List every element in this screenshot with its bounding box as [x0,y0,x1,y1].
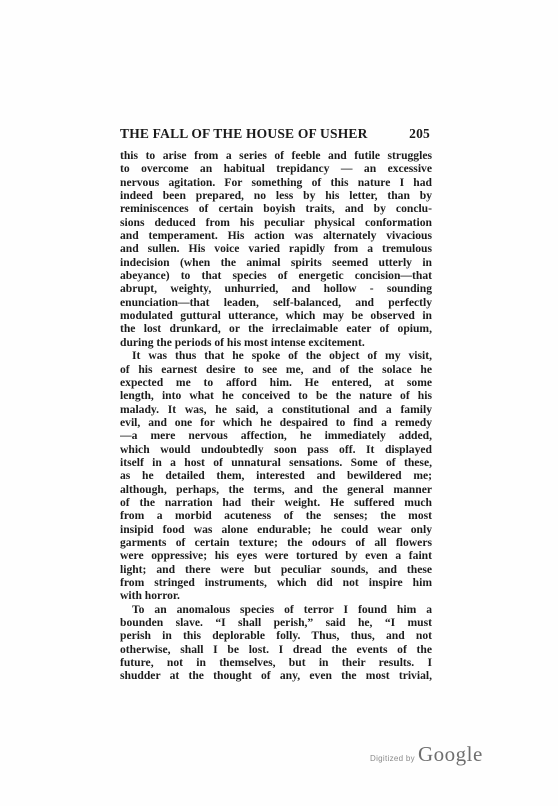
text-line: the lost drunkard, or the irreclaimable eater of opium, [120,322,432,336]
text-line: nervous agitation. For something of this nature I had [120,175,432,189]
digitization-watermark [370,744,490,770]
text-line: although, perhaps, the terms, and the general manner [120,482,432,496]
text-line: abrupt, weighty, unhurried, and hollow - sounding [120,282,432,296]
text-line: —a mere nervous affection, he immediately added, [120,429,432,443]
text-line: indecision (when the animal spirits seemed utterly in [120,255,432,269]
text-line: It was thus that he spoke of the object of my visit, [132,349,432,363]
text-line: length, into what he conceived to be the nature of his [120,389,432,403]
text-line: from stringed instruments, which did not inspire him [120,576,432,589]
text-line: bounden slave. “I shall perish,” said he, “I must [120,616,432,630]
text-line: sions deduced from his peculiar physical conformation [120,215,432,229]
text-line: modulated guttural utterance, which may be observed in [120,309,432,323]
text-line: with horror. [120,589,180,603]
page-number: 205 [409,126,430,141]
text-line: reminiscences of certain boyish traits, and by conclu- [120,202,432,216]
text-line: malady. It was, he said, a constitutional and a family [120,402,432,416]
text-line: shudder at the thought of any, even the most trivial, [120,669,432,683]
text-line: itself in a host of unnatural sensations. Some of these, [120,455,432,469]
text-line: were oppressive; his eyes were tortured by even a faint [120,549,432,563]
body-text [120,149,432,683]
text-line: perish in this deplorable folly. Thus, thus, and not [120,629,432,643]
text-line: garments of certain texture; the odours of all flowers [120,535,432,549]
running-header [120,126,430,144]
text-line: and sullen. His voice varied rapidly from a tremulous [120,242,432,256]
text-line: and temperament. His action was alternately vivacious [120,229,432,243]
text-line: indeed been prepared, no less by his letter, than by [120,189,432,203]
text-line: from a morbid acuteness of the senses; the most [120,509,432,523]
text-line: abeyance) to that species of energetic concision—that [120,269,432,283]
text-line: of his earnest desire to see me, and of the solace he [120,362,432,376]
text-line: evil, and one for which he despaired to find a remedy [120,415,432,429]
text-line: enunciation—that leaden, self-balanced, and perfectly [120,295,432,309]
text-line: expected me to afford him. He entered, at some [120,375,432,389]
text-line: as he detailed them, interested and bewildered me; [120,469,432,483]
text-line: of the narration had their weight. He suffered much [120,495,432,509]
text-line: which would undoubtedly soon pass off. It displayed [120,442,432,456]
running-title: THE FALL OF THE HOUSE OF USHER [120,126,368,141]
text-line: otherwise, shall I be lost. I dread the events of the [120,642,432,656]
text-line: during the periods of his most intense excitement. [120,335,365,349]
text-line: future, not in themselves, but in their results. I [120,656,432,670]
text-line: To an anomalous species of terror I found him a [132,602,432,616]
digitized-by-label: Digitized by [370,754,415,763]
text-line: this to arise from a series of feeble and futile struggles [120,149,432,162]
text-line: to overcome an habitual trepidancy — an excessive [120,162,432,176]
text-line: light; and there were but peculiar sounds, and these [120,562,432,576]
google-logo: Google [418,742,483,766]
text-line: insipid food was alone endurable; he could wear only [120,522,432,536]
